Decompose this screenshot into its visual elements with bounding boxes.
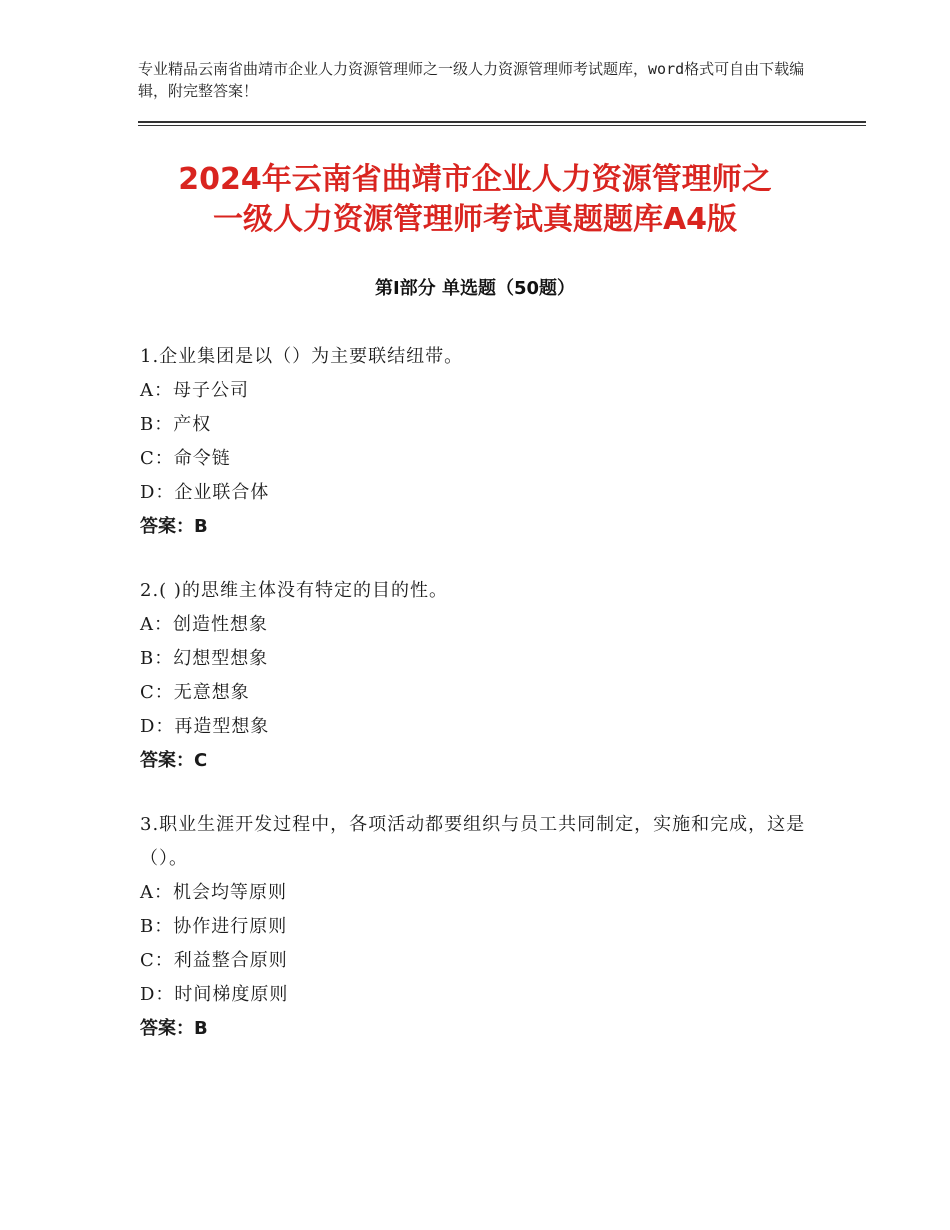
question-1 (140, 340, 820, 544)
answer: 答案：B (140, 1018, 208, 1039)
document-title (100, 160, 850, 240)
option-a: A：机会均等原则 (140, 882, 287, 903)
option-c: C：无意想象 (140, 682, 250, 703)
document-title-line-2: 一级人力资源管理师考试真题题库A4版 (212, 202, 738, 237)
document-title-line-1: 2024年云南省曲靖市企业人力资源管理师之 (178, 162, 772, 197)
option-a: A：母子公司 (140, 380, 249, 401)
question-stem: 1.企业集团是以（）为主要联结纽带。 (140, 346, 464, 367)
option-b: B：产权 (140, 414, 212, 435)
question-stem: 3.职业生涯开发过程中，各项活动都要组织与员工共同制定，实施和完成，这是（）。 (140, 814, 806, 869)
header-divider (138, 121, 866, 123)
question-list (140, 340, 820, 1076)
option-b: B：幻想型想象 (140, 648, 269, 669)
section-title: 第Ⅰ部分 单选题（50题） (374, 278, 575, 299)
question-stem: 2.( )的思维主体没有特定的目的性。 (140, 580, 448, 601)
option-d: D：时间梯度原则 (140, 984, 289, 1005)
option-d: D：企业联合体 (140, 482, 270, 503)
header-divider-thin (138, 125, 866, 126)
answer: 答案：C (140, 750, 208, 771)
question-2 (140, 574, 820, 778)
option-c: C：利益整合原则 (140, 950, 288, 971)
question-3 (140, 808, 820, 1046)
answer: 答案：B (140, 516, 208, 537)
option-c: C：命令链 (140, 448, 231, 469)
header-note: 专业精品云南省曲靖市企业人力资源管理师之一级人力资源管理师考试题库，word格式可自由下载编辑，附完整答案！ (138, 60, 805, 100)
option-d: D：再造型想象 (140, 716, 270, 737)
option-b: B：协作进行原则 (140, 916, 288, 937)
option-a: A：创造性想象 (140, 614, 268, 635)
